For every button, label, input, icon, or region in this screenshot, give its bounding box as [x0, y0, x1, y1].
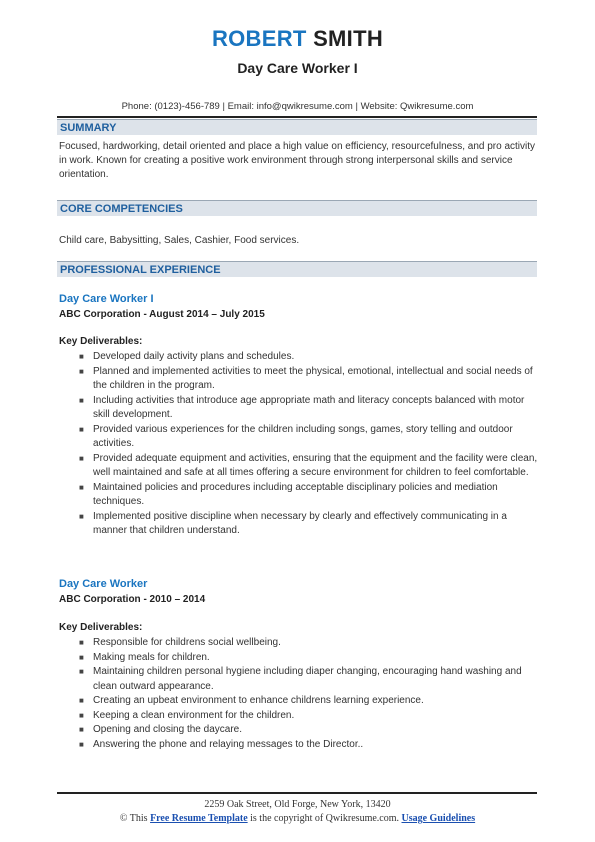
copyright-middle: is the copyright of Qwikresume.com.: [250, 813, 399, 824]
bullet-item: ■ Implemented positive discipline when necessary by clearly and effectively communicating in a manner that children understand.: [79, 510, 507, 536]
key-deliverables-label: Key Deliverables:: [59, 336, 143, 347]
last-name: SMITH: [313, 26, 384, 51]
bullet-square-icon: ■: [79, 652, 84, 662]
bullet-square-icon: ■: [79, 667, 84, 676]
key-deliverables-label: Key Deliverables:: [59, 622, 143, 633]
bullet-square-icon: ■: [79, 710, 84, 720]
bullet-item: ■ Provided adequate equipment and activities, ensuring that the equipment and the facility were clean, well maintained and safe at all times offering a secure environment for children to feel comfortable.: [79, 452, 538, 478]
bullet-item: ■ Maintained policies and procedures including acceptable disciplinary policies and mediation techniques.: [79, 481, 498, 507]
competencies-heading: CORE COMPETENCIES: [57, 200, 537, 216]
bullet-item: ■ Creating an upbeat environment to enhance childrens learning experience.: [59, 694, 539, 709]
bullet-square-icon: ■: [79, 366, 84, 376]
footer-copyright: [0, 813, 595, 824]
candidate-job-title: Day Care Worker I: [237, 60, 358, 76]
header-divider: [57, 116, 537, 118]
free-resume-template-link[interactable]: Free Resume Template: [150, 813, 248, 824]
bullet-square-icon: ■: [79, 696, 84, 705]
footer-divider: [57, 792, 537, 794]
summary-text: Focused, hardworking, detail oriented and place a high value on efficiency, resourcefulness, and pro activity in work. Known for creating a positive work environment through strong interpersonal skills and service orientation.: [59, 141, 536, 180]
contact-line: Phone: (0123)-456-789 | Email: info@qwikresume.com | Website: Qwikresume.com: [121, 101, 474, 112]
summary-heading: SUMMARY: [57, 119, 537, 135]
candidate-name: [0, 26, 595, 52]
bullet-square-icon: ■: [79, 424, 84, 434]
bullet-item: ■ Provided various experiences for the children including songs, games, story telling and outdoor activities.: [79, 423, 513, 449]
bullet-item: ■ Making meals for children.: [59, 651, 539, 666]
job-bullets: [59, 636, 539, 752]
experience-heading: PROFESSIONAL EXPERIENCE: [57, 261, 537, 277]
bullet-square-icon: ■: [79, 511, 84, 521]
job-title: Day Care Worker I: [59, 293, 154, 305]
job-company-dates: ABC Corporation - 2010 – 2014: [59, 594, 206, 605]
job-title: Day Care Worker: [59, 578, 148, 590]
competencies-text: Child care, Babysitting, Sales, Cashier, Food services.: [59, 235, 300, 246]
bullet-square-icon: ■: [79, 739, 84, 749]
first-name: ROBERT: [211, 26, 307, 51]
bullet-item: ■ Keeping a clean environment for the children.: [59, 709, 539, 724]
bullet-item: ■ Responsible for childrens social wellbeing.: [59, 636, 539, 651]
bullet-item: ■ Opening and closing the daycare.: [59, 723, 539, 738]
footer-address: 2259 Oak Street, Old Forge, New York, 13420: [204, 799, 391, 810]
bullet-item: ■ Maintaining children personal hygiene including diaper changing, encouraging hand washing and clean outward appearance.: [79, 666, 522, 692]
bullet-item: ■ Planned and implemented activities to meet the physical, emotional, intellectual and social needs of the children in the program.: [79, 365, 533, 391]
copyright-prefix: © This: [119, 813, 148, 824]
bullet-square-icon: ■: [79, 638, 84, 647]
bullet-square-icon: ■: [79, 395, 84, 405]
bullet-item: ■ Answering the phone and relaying messages to the Director..: [59, 738, 539, 753]
bullet-square-icon: ■: [79, 725, 84, 734]
usage-guidelines-link[interactable]: Usage Guidelines: [401, 813, 476, 824]
job-bullets: [59, 350, 539, 539]
bullet-square-icon: ■: [79, 453, 84, 463]
job-company-dates: ABC Corporation - August 2014 – July 2015: [59, 309, 265, 320]
bullet-square-icon: ■: [79, 352, 84, 361]
bullet-square-icon: ■: [79, 482, 84, 492]
bullet-item: ■ Including activities that introduce age appropriate math and literacy concepts balanced with motor skill development.: [79, 394, 525, 420]
bullet-item: ■ Developed daily activity plans and schedules.: [59, 350, 539, 365]
